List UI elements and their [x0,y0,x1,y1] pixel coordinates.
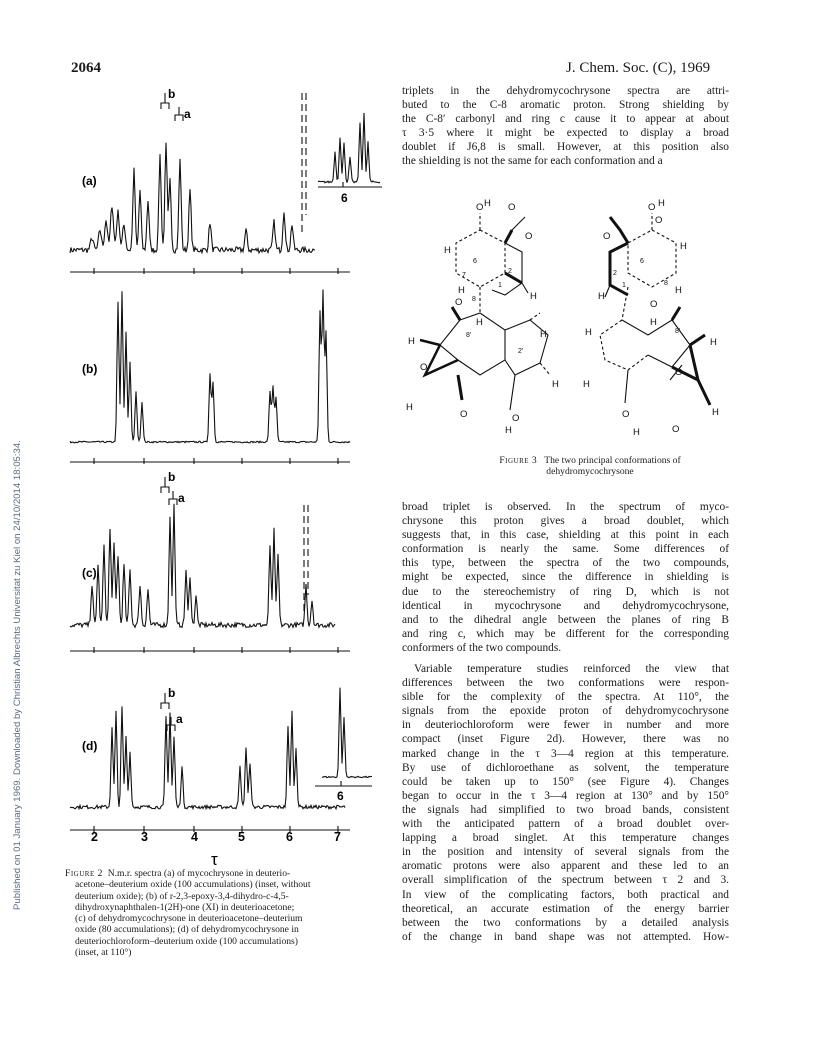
figure-3-caption: Figure 3 The two principal conformations of dehydromycochrysone [499,455,681,478]
spectrum-trace-a [70,143,315,253]
svg-text:H: H [650,317,657,328]
publication-sidebar-note [4,150,23,910]
svg-text:8: 8 [472,296,476,303]
peak-label-b-d: b [168,686,176,700]
svg-text:1: 1 [622,282,626,289]
svg-text:O: O [525,231,533,242]
svg-text:8': 8' [466,332,472,339]
panel-label-a: (a) [82,174,97,188]
spectrum-trace-b [70,290,350,443]
svg-text:O: O [603,231,611,242]
svg-text:O: O [655,215,663,226]
inset-trace-d [322,688,372,778]
atom-H: O [476,202,484,213]
svg-text:H: H [505,425,512,436]
svg-text:6: 6 [640,258,644,265]
sidebar-note-text: Published on 01 January 1969. Downloaded by Christian Albrechts Universitat zu Kiel on 24/10/2014 18:05:34. [12,440,23,910]
svg-text:H: H [658,198,665,209]
svg-text:H: H [710,337,717,348]
svg-text:O: O [622,409,630,420]
svg-text:H: H [476,317,483,328]
svg-text:H: H [530,291,537,302]
svg-text:H: H [552,379,559,390]
figure-2-caption: Figure 2 N.m.r. spectra (a) of mycochrysone in deuterio- acetone–deuterium oxide (100 accumulations) (inset, without deuterium oxide); (b) of r-2,3-epoxy-3,4-dihydro-c-4,5- dihydroxynaphthalen-1(2H)-one (XI) in deuterioacetone; (c) of dehydromycochrysone in deuterioacetone–deuterium oxide (80 accumulations); (d) of dehydromycochrysone in deuteriochloroform–deuterium oxide (100 accumulations) (inset, at 110°) [65,868,311,959]
svg-text:H: H [458,285,465,296]
tick-6: 6 [286,830,293,844]
svg-text:H: H [712,407,719,418]
svg-text:O: O [455,297,463,308]
peak-label-a-a: a [184,107,191,121]
tick-2: 2 [91,830,98,844]
peak-label-a-d: a [176,712,183,726]
svg-text:O: O [650,299,658,310]
svg-text:2': 2' [518,348,524,355]
paragraph-3: Variable temperature studies reinforced the view that differences between the two conformations were respon- sible for the complexity of the spectra. At 110°, the signals from the epoxide proton of dehydromycochrysone in deuteriochloroform were fewer in number and more compact (inset Figure 2d). However, there was no marked change in the τ 3—4 region at this temperature. By use of dichloroethane as solvent, the temperature could be taken up to 150° (see Figure 4). Changes began to occur in the τ 3—4 region at 130° and by 150° the signals had simplified to two broad bands, consistent with the anticipated pattern of a broad doublet over- lapping a broad singlet. At this temperature changes in the position and intensity of several signals from the aromatic protons were also apparent and these led to an overall simplification of the spectrum between τ 2 and 3. In view of the complicating factors, both practical and theoretical, an accurate estimation of the energy barrier between the two conformations by a detailed analysis of the change in band shape was not attempted. How- [402,663,729,943]
svg-text:O: O [420,362,428,373]
svg-text:H: H [583,379,590,390]
svg-text:O: O [460,409,468,420]
tick-3: 3 [141,830,148,844]
svg-text:H: H [444,245,451,256]
figure-2-nmr-spectra [60,85,400,875]
page-number: 2064 [71,60,101,76]
svg-text:8: 8 [664,280,668,287]
svg-text:H: H [585,327,592,338]
svg-text:H: H [675,285,682,296]
inset-label-d: 6 [337,789,344,803]
figure-2-caption-label: Figure 2 [65,868,103,879]
figure-3-conformations [400,195,730,450]
svg-text:H: H [408,336,415,347]
svg-text:2: 2 [613,270,617,277]
svg-text:H: H [680,241,687,252]
panel-label-d: (d) [82,739,98,753]
paragraph-1: triplets in the dehydromycochrysone spectra are attri- buted to the C-8 aromatic proton. Strong shielding by the C-8′ carbonyl and ring c cause it to appear at about τ 3·5 where it might be expected to display a broad doublet if J6,8 is small. However, at this position also the shielding is not the same for each conformation and a [402,85,729,168]
svg-text:H: H [633,427,640,438]
spectrum-trace-d [70,706,345,808]
axis-tick-labels [91,830,341,844]
svg-text:H: H [540,329,547,340]
svg-text:O: O [512,413,520,424]
svg-text:7: 7 [462,272,466,279]
svg-text:H: H [406,402,413,413]
spectrum-trace-c [70,504,335,628]
figure-3-caption-label: Figure 3 [499,455,538,466]
svg-text:H: H [598,291,605,302]
svg-text:6: 6 [473,258,477,265]
paragraph-2: broad triplet is observed. In the spectrum of myco- chrysone this proton gives a broad doublet, which suggests that, in this case, shielding at this point in each conformation is nearly the same. Some differences of this type, between the spectra of the two compounds, might be expected, since the difference in shielding is due to the stereochemistry of ring D, which is not identical in mycochrysone and dehydromycochrysone, and to the dihedral angle between the planes of ring B and ring c, which may be different for the corresponding conformers of the two compounds. [402,501,729,654]
peak-label-b-a: b [168,87,176,101]
tick-5: 5 [238,830,245,844]
svg-text:1: 1 [498,282,502,289]
svg-text:8': 8' [675,328,681,335]
panel-label-c: (c) [82,566,97,580]
axis-tau-symbol: τ [211,850,218,869]
svg-text:O: O [672,424,680,435]
panel-label-b: (b) [82,362,98,376]
journal-header: J. Chem. Soc. (C), 1969 [566,60,711,76]
svg-text:2: 2 [508,268,512,275]
tick-7: 7 [334,830,341,844]
svg-text:O: O [648,202,656,213]
peak-label-b-c: b [168,470,176,484]
inset-label-a: 6 [341,191,348,205]
svg-text:H: H [484,198,491,209]
tick-4: 4 [191,830,198,844]
svg-text:O: O [508,202,516,213]
inset-trace-a [318,113,380,183]
peak-label-a-c: a [178,491,185,505]
svg-text:O: O [675,367,683,378]
